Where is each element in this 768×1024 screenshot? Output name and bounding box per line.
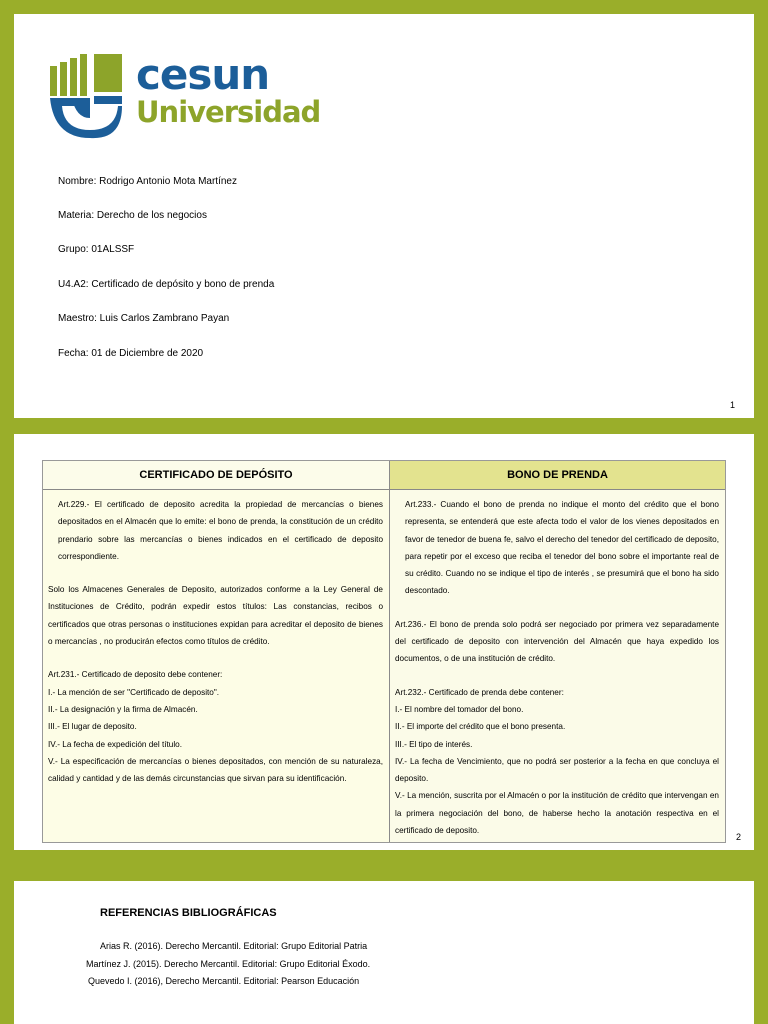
- reference-item: Martínez J. (2015). Derecho Mercantil. Editorial: Grupo Editorial Éxodo.: [86, 959, 371, 969]
- page-number: 1: [730, 400, 736, 410]
- bono-item: V.- La mención, suscrita por el Almacén o por la institución de crédito que intervengan en la primera negociación del bono, de haberse hecho la anotación respectiva en el certificado de deposito.: [395, 791, 719, 836]
- bono-art232: Art.232.- Certificado de prenda debe contener:: [395, 687, 564, 697]
- logo-text-universidad: Universidad: [136, 95, 321, 129]
- references-title: REFERENCIAS BIBLIOGRÁFICAS: [100, 907, 277, 919]
- reference-item: Arias R. (2016). Derecho Mercantil. Editorial: Grupo Editorial Patria: [100, 941, 368, 951]
- certificado-art231: Art.231.- Certificado de deposito debe contener:: [48, 670, 223, 680]
- bono-item: II.- El importe del crédito que el bono presenta.: [395, 722, 566, 732]
- certificado-header: CERTIFICADO DE DEPÓSITO: [43, 461, 389, 490]
- reference-item: Quevedo I. (2016), Derecho Mercantil. Editorial: Pearson Educación: [88, 976, 360, 986]
- bono-art236: Art.236.- El bono de prenda solo podrá ser negociado por primera vez separadamente del certificado de deposito con intervención del Almacén que haya expedido los documentos, o de una institución de crédito.: [395, 619, 719, 664]
- bono-item: I.- El nombre del tomador del bono.: [395, 704, 524, 714]
- activity-title: U4.A2: Certificado de depósito y bono de prenda: [58, 279, 275, 290]
- table-page: [14, 434, 754, 850]
- date: Fecha: 01 de Diciembre de 2020: [58, 348, 204, 359]
- student-name: Nombre: Rodrigo Antonio Mota Martínez: [58, 176, 237, 187]
- certificado-item: III.- El lugar de deposito.: [48, 722, 137, 732]
- references-page: [14, 881, 754, 1024]
- certificado-item: I.- La mención de ser "Certificado de deposito".: [48, 687, 220, 697]
- certificado-column: [43, 461, 390, 842]
- certificado-item: IV.- La fecha de expedición del título.: [48, 739, 182, 749]
- page-number: 2: [736, 832, 742, 842]
- group: Grupo: 01ALSSF: [58, 244, 135, 255]
- certificado-paragraph-2: Solo los Almacenes Generales de Deposito, autorizados conforme a la Ley General de Instituciones de Crédito, podrán expedir estos títulos: Las constancias, recibos o certificados que otras personas o instituciones expidan para acreditar el deposito de bienes o mercancías , no producirán efectos como títulos de crédito.: [48, 585, 383, 647]
- cesun-logo: [50, 52, 320, 140]
- teacher: Maestro: Luis Carlos Zambrano Payan: [58, 313, 230, 324]
- bono-art233: Art.233.- Cuando el bono de prenda no indique el monto del crédito que el bono representa, se entenderá que este afecta todo el valor de los vienes depositados en favor de tenedor de buena fe, salvo el derecho del tenedor del certificado de deposito, para repetir por el exceso que reciba el tenedor del bono sobre el importante real de su crédito. Cuando no se indique el tipo de interés , se presumirá que el bono ha sido descontado.: [405, 500, 719, 596]
- subject: Materia: Derecho de los negocios: [58, 210, 207, 221]
- certificado-item: II.- La designación y la firma de Almacén.: [48, 704, 198, 714]
- bono-column: [390, 461, 725, 842]
- certificado-art229: Art.229.- El certificado de deposito acredita la propiedad de mercancías o bienes depositados en el Almacén que lo emite: el bono de prenda, la constitución de un crédito prendario sobre las mercancías o bienes indicados en el certificado de deposito correspondiente.: [58, 500, 383, 561]
- comparison-table: [42, 460, 726, 843]
- bono-item: III.- El tipo de interés.: [395, 739, 473, 749]
- cesun-emblem-icon: [50, 52, 130, 140]
- certificado-item: V.- La especificación de mercancías o bienes depositados, con mención de su naturaleza, calidad y cantidad y de las demás circunstancias que sirvan para su identificación.: [48, 756, 383, 784]
- logo-text-cesun: cesun: [136, 50, 270, 99]
- bono-header: BONO DE PRENDA: [390, 461, 725, 490]
- cover-page: [14, 14, 754, 418]
- bono-item: IV.- La fecha de Vencimiento, que no podrá ser posterior a la fecha en que concluya el deposito.: [395, 756, 719, 784]
